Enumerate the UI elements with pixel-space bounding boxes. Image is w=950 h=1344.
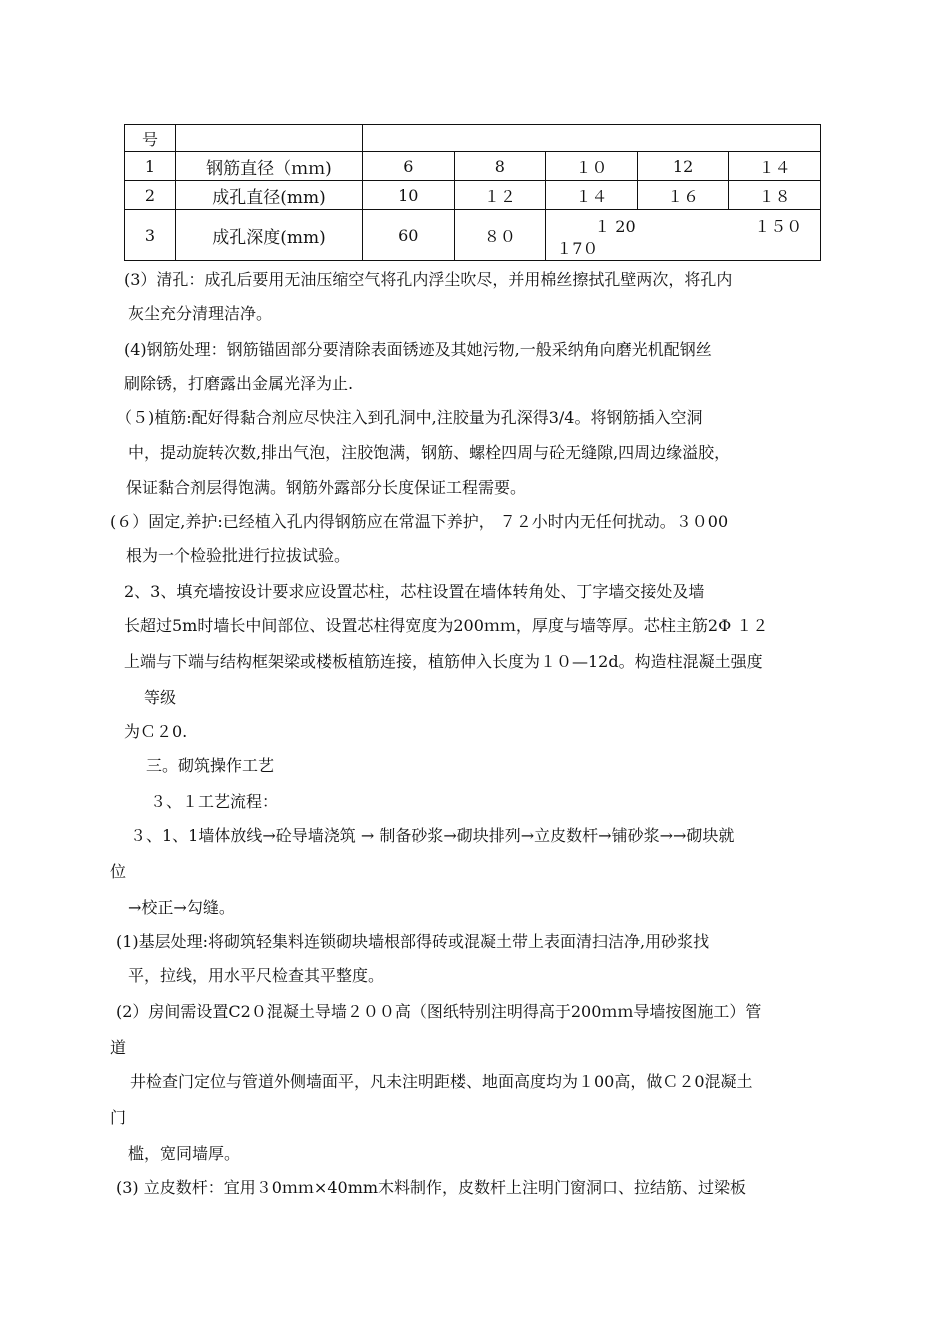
paragraph-line: 等级 [144,688,177,707]
paragraph-line: (2）房间需设置C2０混凝土导墙２００高（图纸特别注明得高于200ｍｍ导墙按图施工）管 [116,1002,762,1021]
paragraph-line: 灰尘充分清理洁净。 [128,304,273,323]
paragraph-line: 道 [110,1038,127,1057]
merged-value: １7０ [556,239,599,258]
merged-value: １ 20 [594,217,636,236]
paragraph-line: 位 [110,862,127,881]
table-cell: ８０ [454,210,546,261]
paragraph-line: （５)植筋:配好得黏合剂应尽快注入到孔洞中,注胶量为孔深得3/4。将钢筋插入空洞 [116,408,703,427]
paragraph-line: 中，提动旋转次数,排出气泡，注胶饱满，钢筋、螺栓四周与砼无缝隙,四周边缘溢胶， [128,443,731,462]
paragraph-line: 保证黏合剂层得饱满。钢筋外露部分长度保证工程需要。 [126,478,527,497]
table-cell-merged [546,210,821,261]
table-cell: 8 [454,152,546,181]
paragraph-line: 门 [110,1108,127,1127]
table-cell: １０ [546,152,638,181]
row-number: 1 [125,152,176,181]
header-values-cell [363,125,821,152]
table-cell: 60 [363,210,455,261]
paragraph-line: 2、3、填充墙按设计要求应设置芯柱，芯柱设置在墙体转角处、丁字墙交接处及墙 [124,582,705,601]
table-cell: １４ [729,152,821,181]
paragraph-line: (3）清孔：成孔后要用无油压缩空气将孔内浮尘吹尽，并用棉丝擦拭孔壁两次，将孔内 [124,270,733,289]
row-number: 2 [125,181,176,210]
table-row [125,181,821,210]
paragraph-line: ３、1、1墙体放线→砼导墙浇筑 → 制备砂浆→砌块排列→立皮数杆→铺砂浆→→砌块就 [130,826,735,845]
table-header-row [125,125,821,152]
table-row [125,210,821,261]
table-cell: １６ [637,181,729,210]
table-cell: 10 [363,181,455,210]
paragraph-line: (６）固定,养护:已经植入孔内得钢筋应在常温下养护， ７２小时内无任何扰动。３０00 [110,512,729,531]
paragraph-line: (4)钢筋处理：钢筋锚固部分要清除表面锈迹及其她污物,一般采纳角向磨光机配钢丝 [124,340,712,359]
paragraph-line: 槛，宽同墙厚。 [128,1144,241,1163]
paragraph-line: 根为一个检验批进行拉拔试验。 [126,546,351,565]
row-number: 3 [125,210,176,261]
row-label: 成孔直径(mm) [176,181,363,210]
subsection-heading: ３、１工艺流程： [150,792,279,811]
paragraph-line: 长超过5m时墙长中间部位、设置芯柱得宽度为200ｍｍ，厚度与墙等厚。芯柱主筋2Φ １２ [124,616,769,635]
paragraph-line: 刷除锈，打磨露出金属光泽为止. [124,374,354,393]
header-no-cell: 号 [125,125,176,152]
table-cell: 6 [363,152,455,181]
paragraph-line: →校正→勾缝。 [128,898,235,917]
table-cell: １８ [729,181,821,210]
paragraph-line: (1)基层处理:将砌筑轻集料连锁砌块墙根部得砖或混凝土带上表面清扫洁净,用砂浆找 [116,932,710,951]
rebar-hole-spec-table [124,124,821,261]
table-cell: １２ [454,181,546,210]
paragraph-line: 平，拉线，用水平尺检查其平整度。 [128,966,385,985]
row-label: 钢筋直径（ｍｍ) [176,152,363,181]
paragraph-line: (3) 立皮数杆：宜用３0ｍｍ×40mm木料制作，皮数杆上注明门窗洞口、拉结筋、过梁板 [116,1178,747,1197]
table-row [125,152,821,181]
table-cell: １４ [546,181,638,210]
merged-value: １５０ [754,217,803,236]
header-label-cell [176,125,363,152]
paragraph-line: 井检查门定位与管道外侧墙面平，凡未注明距楼、地面高度均为１00高，做Ｃ２0混凝土 [130,1072,753,1091]
table-cell: 12 [637,152,729,181]
row-label: 成孔深度(mm) [176,210,363,261]
section-heading: 三。砌筑操作工艺 [146,756,275,775]
paragraph-line: 为Ｃ２0. [124,722,188,741]
paragraph-line: 上端与下端与结构框架梁或楼板植筋连接，植筋伸入长度为１０—12d。构造柱混凝土强度 [124,652,763,671]
